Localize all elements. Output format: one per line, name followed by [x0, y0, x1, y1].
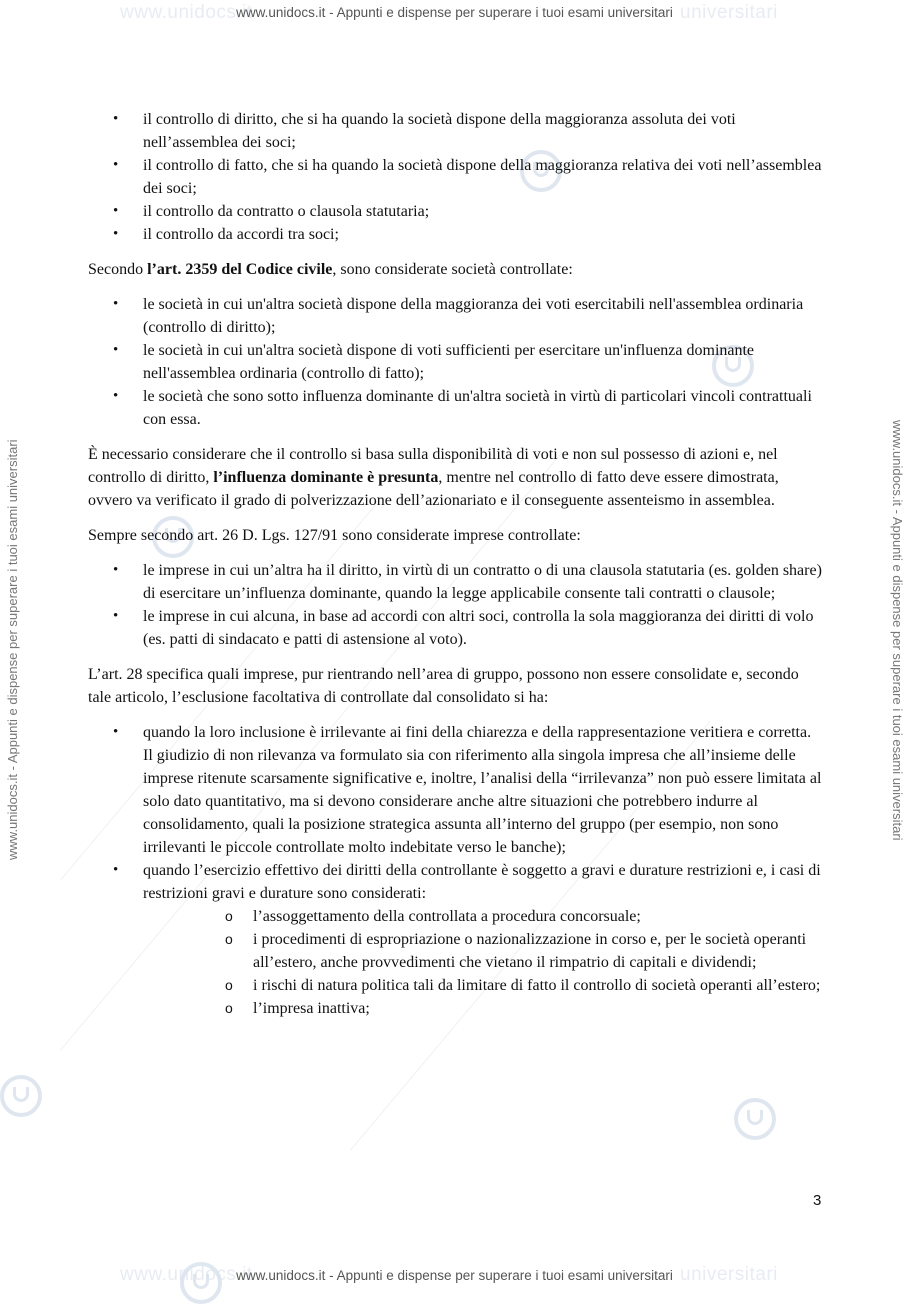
list-item: • le società in cui un'altra società dispone di voti sufficienti per esercitare un'influenza dominante nell'assemblea ordinaria (controllo di fatto); — [88, 339, 823, 385]
restriction-cases-sublist — [143, 905, 823, 1020]
watermark-footer: www.unidocs.it - Appunti e dispense per superare i tuoi esami universitari — [236, 1268, 673, 1283]
paragraph-art-2359: Secondo l’art. 2359 del Codice civile, sono considerate società controllate: — [88, 261, 573, 278]
list-item: • il controllo di fatto, che si ha quando la società dispone della maggioranza relativa dei voti nell’assemblea dei soci; — [88, 154, 823, 200]
control-types-list — [88, 108, 823, 246]
watermark-side-right: www.unidocs.it - Appunti e dispense per superare i tuoi esami universitari — [890, 420, 905, 841]
watermark-side-left: www.unidocs.it - Appunti e dispense per superare i tuoi esami universitari — [5, 439, 20, 860]
list-item: • il controllo di diritto, che si ha quando la società dispone della maggioranza assoluta dei voti nell’assemblea dei soci; — [88, 108, 823, 154]
list-item: • le società in cui un'altra società dispone della maggioranza dei voti esercitabili nell'assemblea ordinaria (controllo di diritto); — [88, 293, 823, 339]
watermark-ghost-bottom-right: universitari — [680, 1264, 778, 1285]
watermark-ghost-top-left: www.unidocs.it — [120, 2, 253, 23]
controlled-companies-list — [88, 293, 823, 431]
sublist-item: o l’assoggettamento della controllata a procedura concorsuale; — [143, 905, 823, 928]
list-item: • il controllo da contratto o clausola statutaria; — [88, 200, 823, 223]
sublist-item: o l’impresa inattiva; — [143, 997, 823, 1020]
list-item: • quando la loro inclusione è irrilevante ai fini della chiarezza e della rappresentazione veritiera e corretta. Il giudizio di non rilevanza va formulato sia con riferimento alla singola impresa che all’insieme delle imprese ritenute scarsamente significative e, inoltre, l’analisi della “irrilevanza” non può essere limitata al solo dato quantitativo, ma si devono considerare anche altre situazioni che potrebbero indurre al consolidamento, quali la posizione strategica assunta all’interno del gruppo (per esempio, non sono irrilevanti le piccole controllate molto indebitate verso le banche); — [88, 721, 823, 859]
unidocs-logo-icon — [734, 1098, 776, 1140]
document-body — [88, 108, 823, 1020]
list-item: • il controllo da accordi tra soci; — [88, 223, 823, 246]
sublist-item: o i procedimenti di espropriazione o nazionalizzazione in corso e, per le società operanti all’estero, anche provvedimenti che vietano il rimpatrio di capitali e dividendi; — [143, 928, 823, 974]
watermark-header: www.unidocs.it - Appunti e dispense per superare i tuoi esami universitari — [236, 5, 673, 20]
controlled-enterprises-list — [88, 559, 823, 651]
watermark-ghost-bottom-left: www.unidocs.it — [120, 1264, 253, 1285]
paragraph-control-basis: È necessario considerare che il controllo si basa sulla disponibilità di voti e non sul possesso di azioni e, nel controllo di diritto, l’influenza dominante è presunta, mentre nel controllo di fatto deve essere dimostrata, ovvero va verificato il grado di polverizzazione dell’azionariato e il conseguente assenteismo in assemblea. — [88, 446, 779, 509]
paragraph-art-26: Sempre secondo art. 26 D. Lgs. 127/91 sono considerate imprese controllate: — [88, 527, 581, 544]
list-item: • le imprese in cui un’altra ha il diritto, in virtù di un contratto o di una clausola statutaria (es. golden share) di esercitare un’influenza dominante, quando la legge applicabile consente tali contratti o clausole; — [88, 559, 823, 605]
sublist-item: o i rischi di natura politica tali da limitare di fatto il controllo di società operanti all’estero; — [143, 974, 823, 997]
list-item: • le società che sono sotto influenza dominante di un'altra società in virtù di particolari vincoli contrattuali con essa. — [88, 385, 823, 431]
exclusion-cases-list — [88, 721, 823, 1020]
list-item: • le imprese in cui alcuna, in base ad accordi con altri soci, controlla la sola maggioranza dei diritti di volo (es. patti di sindacato e patti di astensione al voto). — [88, 605, 823, 651]
list-item: • quando l’esercizio effettivo dei diritti della controllante è soggetto a gravi e durature restrizioni e, i casi di restrizioni gravi e durature sono considerati: o l’assoggettamento della controllata a procedura concorsuale; o i procedimenti di espropriazione o nazionalizzazione in corso e, per le società operanti all’estero, anche provvedimenti che vietano il rimpatrio di capitali e dividendi; o i rischi di natura politica tali da limitare di fatto il controllo di società operanti all’estero; o l’impresa inattiva; — [88, 859, 823, 1020]
page-number: 3 — [813, 1192, 822, 1209]
paragraph-art-28: L’art. 28 specifica quali imprese, pur rientrando nell’area di gruppo, possono non essere consolidate e, secondo tale articolo, l’esclusione facoltativa di controllate dal consolidato si ha: — [88, 666, 799, 706]
unidocs-logo-icon — [0, 1075, 42, 1117]
watermark-ghost-top-right: universitari — [680, 2, 778, 23]
